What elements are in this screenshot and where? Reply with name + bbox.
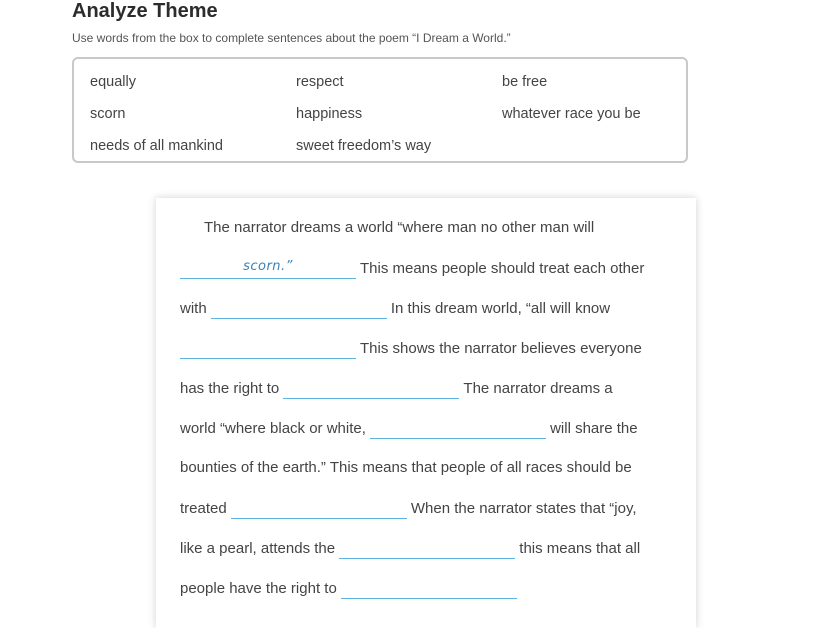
passage-line bbox=[180, 298, 610, 319]
answer-blank-7[interactable] bbox=[339, 538, 515, 559]
word-bank-item: respect bbox=[296, 74, 344, 90]
passage-line bbox=[180, 498, 637, 519]
word-bank-item: whatever race you be bbox=[502, 106, 641, 122]
answer-blank-4[interactable] bbox=[283, 378, 459, 399]
passage-text: with bbox=[180, 300, 207, 317]
passage-text: has the right to bbox=[180, 380, 280, 397]
word-bank bbox=[72, 57, 688, 163]
passage-line bbox=[180, 338, 642, 359]
passage-text: The narrator dreams a bbox=[463, 380, 613, 397]
passage-card bbox=[156, 198, 696, 628]
passage-text: treated bbox=[180, 500, 227, 517]
passage-text: bounties of the earth.” This means that people of all races should be bbox=[180, 459, 632, 476]
word-bank-item: sweet freedom’s way bbox=[296, 138, 432, 154]
word-bank-item: needs of all mankind bbox=[90, 138, 223, 154]
passage-text: world “where black or white, bbox=[180, 420, 366, 437]
passage-line bbox=[180, 538, 640, 559]
passage-line bbox=[180, 418, 638, 439]
passage-text: this means that all bbox=[519, 540, 641, 557]
answer-blank-5[interactable] bbox=[370, 418, 546, 439]
passage-line bbox=[180, 258, 644, 279]
passage-line bbox=[180, 578, 521, 599]
passage-text: will share the bbox=[550, 420, 638, 437]
word-bank-item: scorn bbox=[90, 106, 126, 122]
answer-blank-6[interactable] bbox=[231, 498, 407, 519]
word-bank-item: equally bbox=[90, 74, 136, 90]
passage-line bbox=[180, 458, 632, 478]
passage-line bbox=[204, 218, 594, 238]
instructions-text: Use words from the box to complete sentences about the poem “I Dream a World.” bbox=[72, 31, 511, 45]
passage-line bbox=[180, 378, 613, 399]
page-title: Analyze Theme bbox=[72, 0, 218, 22]
answer-blank-1[interactable] bbox=[180, 258, 356, 279]
answer-blank-3[interactable] bbox=[180, 338, 356, 359]
passage-text: In this dream world, “all will know bbox=[390, 300, 611, 317]
answer-blank-8[interactable] bbox=[341, 578, 517, 599]
word-bank-item: be free bbox=[502, 74, 548, 90]
answer-text: scorn.” bbox=[243, 259, 293, 274]
passage-text: When the narrator states that “joy, bbox=[410, 500, 637, 517]
passage-text: like a pearl, attends the bbox=[180, 540, 336, 557]
passage-text: This shows the narrator believes everyone bbox=[360, 340, 642, 357]
passage-text: people have the right to bbox=[180, 580, 337, 597]
passage-text: The narrator dreams a world “where man no other man will bbox=[204, 219, 595, 236]
answer-blank-2[interactable] bbox=[211, 298, 387, 319]
passage-text: This means people should treat each other bbox=[360, 260, 645, 277]
word-bank-item: happiness bbox=[296, 106, 363, 122]
